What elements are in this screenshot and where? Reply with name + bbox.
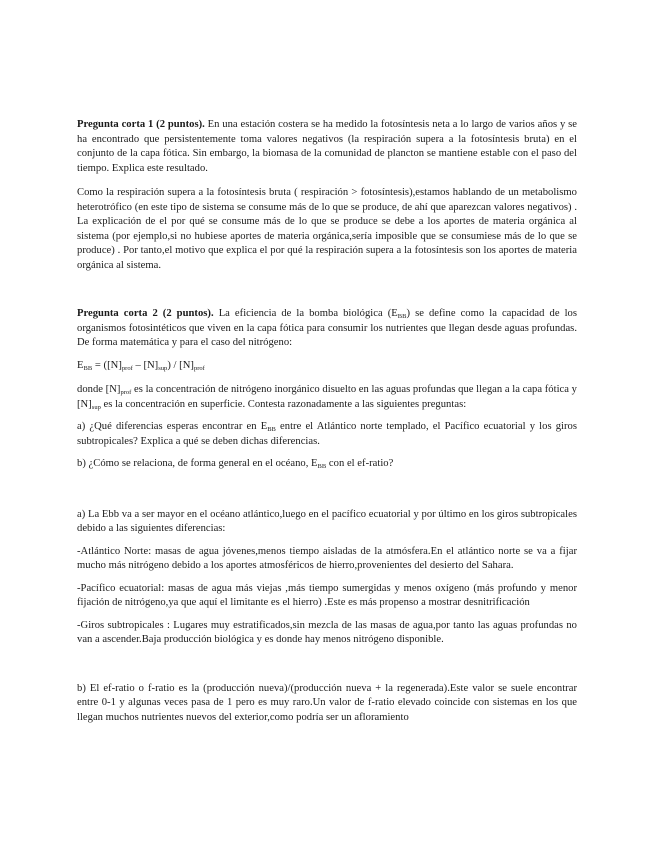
question-2b-subscript: BB <box>317 463 327 470</box>
spacer <box>77 656 577 682</box>
answer-a-gyres: -Giros subtropicales : Lugares muy estratificados,sin mezcla de las masas de agua,por tanto las aguas profundas no van a ascender.Baja producción biológica y es donde hay menos nitrógeno disponible. <box>77 619 577 645</box>
definition-part-3: es la concentración en superficie. Contesta razonadamente a las siguientes preguntas: <box>100 398 467 410</box>
formula-part-1: = ([N] <box>92 359 122 371</box>
spacer <box>77 281 577 307</box>
answer-a-atlantic: -Atlántico Norte: masas de agua jóvenes,menos tiempo aisladas de la atmósfera.En el atlántico norte se va a fijar mucho más nitrógeno debido a los aportes atmosféricos de hierro,provenientes del desierto del Sahara. <box>77 545 577 571</box>
question-2b <box>77 457 577 472</box>
spacer <box>77 480 577 508</box>
definition-subscript-prof: prof <box>120 389 132 396</box>
question-2a-subscript: BB <box>267 426 276 433</box>
question-2-paragraph <box>77 307 577 351</box>
formula-subscript-prof-2: prof <box>193 364 205 372</box>
question-2-intro-b: ) se define como la capacidad de los organismos fotosintéticos que viven en la capa fótica para consumir los nutrientes que llegan desde aguas profundas. De forma matemática y para el caso del nitrógeno: <box>77 308 577 348</box>
answer-a-pacific: -Pacífico ecuatorial: masas de agua más viejas ,más tiempo sumergidas y menos oxígeno (más profundo y menor fijación de nitrógeno,ya que aquí el limitante es el hierro) .Este es más propenso a mostrar desnitrificación <box>77 582 577 608</box>
question-2-intro-a: La eficiencia de la bomba biológica (E <box>213 308 398 319</box>
answer-a-intro: a) La Ebb va a ser mayor en el océano atlántico,luego en el pacífico ecuatorial y por último en los giros subtropicales debido a las siguientes diferencias: <box>77 508 577 534</box>
question-2a-part-2: entre el Atlántico norte templado, el Pacífico ecuatorial y los giros subtropicales? Explica a qué se deben dichas diferencias. <box>77 421 578 447</box>
formula-subscript-prof: prof <box>121 364 133 372</box>
question-2b-part-1: b) ¿Cómo se relaciona, de forma general en el océano, E <box>77 458 318 469</box>
definition-subscript-sup: sup <box>91 403 101 411</box>
question-2a-part-1: a) ¿Qué diferencias esperas encontrar en E <box>77 421 268 432</box>
question-1-paragraph <box>77 118 577 176</box>
formula-subscript-sup: sup <box>158 364 168 372</box>
question-2b-part-2: con el ef-ratio? <box>326 458 394 469</box>
question-1-title: Pregunta corta 1 (2 puntos). <box>77 119 205 130</box>
formula-definition <box>77 383 577 412</box>
formula-part-3: ) / [N] <box>167 359 194 371</box>
question-1-text: En una estación costera se ha medido la fotosíntesis neta a lo largo de varios años y se ha encontrado que persistentemente toma valores negativos (la respiración supera a la fotosíntesis bruta) en el conjunto de la capa fótica. Sin embargo, la biomasa de la comunidad de plancton se mantiene estable con el paso del tiempo. Explica este resultado. <box>77 119 577 174</box>
definition-part-2: es la concentración de nitrógeno inorgánico disuelto en las aguas profundas que llegan a la capa fótica y [N] <box>77 384 577 410</box>
document-page <box>77 118 577 733</box>
formula-e: E <box>77 359 84 371</box>
question-1-answer: Como la respiración supera a la fotosíntesis bruta ( respiración > fotosíntesis),estamos hablando de un metabolismo heterotrófico (en este tipo de sistema se consume más de lo que se produce, de ahí que aparezcan valores negativos) . La explicación de el por qué se consume más de lo que se produce se debe a los aportes de materia orgánica al sistema (por ejemplo,si no hubiese aportes de materia orgánica,sería imposible que se consumiese más de lo que se produce) . Por tanto,el motivo que explica el por qué la respiración supera a la fotosíntesis son los aportes de materia orgánica al sistema. <box>77 187 577 271</box>
answer-b: b) El ef-ratio o f-ratio es la (producción nueva)/(producción nueva + la regenerada).Este valor se suele encontrar entre 0-1 y algunas veces pasa de 1 pero es muy raro.Un valor de f-ratio elevado coincide con sistemas en los que llegan muchos nutrientes nuevos del exterior,como podría ser un afloramiento <box>77 682 577 723</box>
ebb-formula <box>77 359 577 374</box>
definition-part-1: donde [N] <box>77 384 121 395</box>
formula-subscript-bb: BB <box>83 364 93 372</box>
question-2a <box>77 420 577 449</box>
formula-part-2: – [N] <box>132 359 159 371</box>
subscript-bb: BB <box>397 313 407 320</box>
question-2-title: Pregunta corta 2 (2 puntos). <box>77 308 214 319</box>
